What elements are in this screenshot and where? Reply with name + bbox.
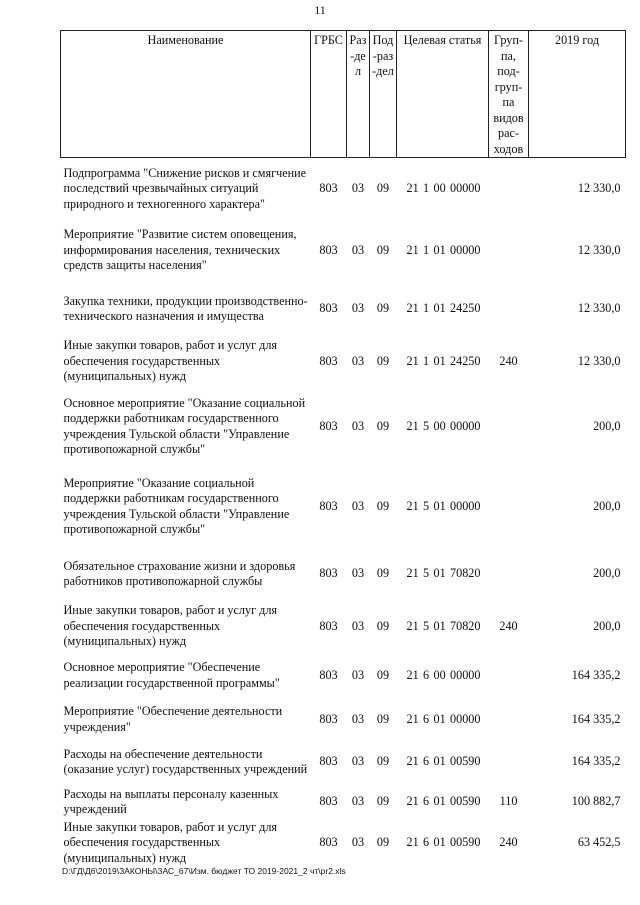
table-row (61, 740, 626, 785)
row-amount: 12 330,0 (577, 301, 621, 316)
row-amount: 200,0 (593, 618, 621, 633)
table-row (61, 700, 626, 740)
row-group: 240 (499, 353, 518, 368)
target-code (399, 754, 487, 770)
target-code-part: 01 (433, 711, 446, 726)
target-code-part: 21 (406, 667, 419, 682)
target-code-part: 6 (423, 667, 430, 682)
target-code (399, 419, 487, 435)
row-podrazdel: 09 (376, 754, 390, 769)
row-name: Расходы на обеспечение деятельности (оказание услуг) государственных учреждений (63, 746, 308, 776)
target-code-part: 00590 (450, 754, 481, 769)
target-code (399, 354, 487, 370)
row-target (397, 387, 489, 467)
target-code-part: 21 (406, 754, 419, 769)
row-razdel: 03 (351, 418, 365, 433)
target-code-part: 24250 (450, 301, 481, 316)
row-target (397, 820, 489, 867)
row-amount: 200,0 (593, 566, 621, 581)
table-body (61, 158, 626, 867)
row-razdel: 03 (351, 301, 365, 316)
row-podrazdel: 09 (376, 618, 390, 633)
row-grbs: 803 (319, 418, 338, 433)
target-code-part: 00000 (450, 418, 481, 433)
row-name: Иные закупки товаров, работ и услуг для обеспечения государственных (муниципальных) нужд (63, 603, 278, 649)
row-podrazdel: 09 (376, 667, 390, 682)
target-code-part: 1 (423, 301, 430, 316)
table-row (61, 602, 626, 652)
target-code (399, 835, 487, 851)
table-row (61, 467, 626, 547)
table-row (61, 282, 626, 337)
target-code-part: 1 (423, 242, 430, 257)
table-row (61, 220, 626, 282)
target-code-part: 1 (423, 181, 430, 195)
row-podrazdel: 09 (376, 835, 390, 849)
target-code-part: 00000 (450, 711, 481, 726)
target-code-part: 5 (423, 498, 430, 513)
target-code (399, 619, 487, 635)
target-code-part: 21 (406, 418, 419, 433)
row-razdel: 03 (351, 242, 365, 257)
target-code (399, 712, 487, 728)
row-target (397, 337, 489, 387)
target-code-part: 6 (423, 754, 430, 769)
row-name: Основное мероприятие "Оказание социальной поддержки работникам государственного учреждения Тульской области "Управление противопожарной службы" (63, 395, 306, 456)
row-grbs: 803 (319, 566, 338, 581)
row-amount: 200,0 (593, 498, 621, 513)
row-amount: 100 882,7 (571, 794, 621, 809)
header-target: Целевая статья (397, 31, 489, 158)
target-code-part: 1 (423, 353, 430, 368)
row-razdel: 03 (351, 353, 365, 368)
row-podrazdel: 09 (376, 794, 390, 809)
row-group (489, 467, 529, 547)
target-code (399, 668, 487, 684)
target-code-part: 21 (406, 711, 419, 726)
row-podrazdel: 09 (376, 498, 390, 513)
target-code-part: 70820 (450, 566, 481, 581)
row-group (489, 700, 529, 740)
target-code-part: 21 (406, 835, 419, 849)
row-grbs: 803 (319, 711, 338, 726)
row-razdel: 03 (351, 498, 365, 513)
row-razdel: 03 (351, 618, 365, 633)
target-code-part: 21 (406, 618, 419, 633)
row-group (489, 387, 529, 467)
table-row (61, 547, 626, 602)
row-target (397, 220, 489, 282)
row-amount: 164 335,2 (571, 711, 621, 726)
row-razdel: 03 (351, 181, 365, 195)
target-code-part: 00590 (450, 835, 481, 849)
row-group: 110 (499, 794, 518, 809)
target-code-part: 5 (423, 418, 430, 433)
row-group (489, 282, 529, 337)
row-grbs: 803 (319, 794, 338, 809)
row-razdel: 03 (351, 667, 365, 682)
target-code-part: 6 (423, 835, 430, 849)
row-amount: 63 452,5 (577, 835, 621, 849)
header-grbs: ГРБС (311, 31, 347, 158)
row-target (397, 740, 489, 785)
target-code (399, 566, 487, 582)
target-code-part: 21 (406, 498, 419, 513)
row-target (397, 467, 489, 547)
row-name: Закупка техники, продукции производственно-технического назначения и имущества (63, 293, 308, 323)
row-grbs: 803 (319, 353, 338, 368)
row-name: Расходы на выплаты персоналу казенных учреждений (63, 786, 279, 816)
table-row (61, 652, 626, 700)
row-podrazdel: 09 (376, 242, 390, 257)
table-row (61, 785, 626, 820)
target-code-part: 5 (423, 618, 430, 633)
target-code-part: 00590 (450, 794, 481, 809)
table-row (61, 820, 626, 867)
row-razdel: 03 (351, 711, 365, 726)
table-row (61, 387, 626, 467)
row-grbs: 803 (319, 835, 338, 849)
row-podrazdel: 09 (376, 566, 390, 581)
target-code-part: 00000 (450, 181, 481, 195)
row-razdel: 03 (351, 566, 365, 581)
row-name: Основное мероприятие "Обеспечение реализации государственной программы" (63, 660, 280, 690)
row-amount: 12 330,0 (577, 181, 621, 195)
row-name: Мероприятие "Обеспечение деятельности учреждения" (63, 704, 283, 734)
row-name: Мероприятие "Развитие систем оповещения, информирования населения, технических средств защиты населения" (63, 227, 297, 273)
target-code-part: 01 (433, 618, 446, 633)
row-podrazdel: 09 (376, 711, 390, 726)
row-name: Иные закупки товаров, работ и услуг для обеспечения государственных (муниципальных) нужд (63, 819, 278, 865)
row-grbs: 803 (319, 181, 338, 195)
row-group (489, 652, 529, 700)
row-podrazdel: 09 (376, 418, 390, 433)
target-code (399, 243, 487, 259)
row-name: Обязательное страхование жизни и здоровья работников противопожарной службы (63, 558, 296, 588)
page-number: 11 (314, 3, 326, 17)
target-code-part: 21 (406, 181, 419, 195)
row-group: 240 (499, 618, 518, 633)
table-header-row (61, 31, 626, 158)
target-code-part: 70820 (450, 618, 481, 633)
row-grbs: 803 (319, 754, 338, 769)
target-code-part: 00000 (450, 667, 481, 682)
row-group (489, 158, 529, 220)
row-grbs: 803 (319, 618, 338, 633)
target-code-part: 01 (433, 353, 446, 368)
target-code-part: 21 (406, 353, 419, 368)
row-target (397, 158, 489, 220)
target-code-part: 01 (433, 242, 446, 257)
row-amount: 12 330,0 (577, 242, 621, 257)
row-razdel: 03 (351, 794, 365, 809)
target-code-part: 01 (433, 754, 446, 769)
target-code-part: 21 (406, 301, 419, 316)
target-code-part: 00000 (450, 498, 481, 513)
budget-table (60, 30, 626, 866)
target-code-part: 01 (433, 498, 446, 513)
target-code-part: 00000 (450, 242, 481, 257)
target-code (399, 301, 487, 317)
row-podrazdel: 09 (376, 181, 390, 195)
target-code-part: 01 (433, 301, 446, 316)
row-target (397, 602, 489, 652)
row-podrazdel: 09 (376, 301, 390, 316)
table-row (61, 158, 626, 220)
target-code-part: 24250 (450, 353, 481, 368)
row-target (397, 282, 489, 337)
target-code-part: 00 (433, 181, 446, 195)
target-code-part: 21 (406, 566, 419, 581)
row-grbs: 803 (319, 498, 338, 513)
target-code (399, 499, 487, 515)
row-amount: 164 335,2 (571, 667, 621, 682)
row-group (489, 547, 529, 602)
row-amount: 164 335,2 (571, 754, 621, 769)
target-code-part: 00 (433, 418, 446, 433)
target-code-part: 21 (406, 794, 419, 809)
header-year: 2019 год (529, 31, 626, 158)
row-amount: 12 330,0 (577, 353, 621, 368)
row-target (397, 785, 489, 820)
target-code-part: 21 (406, 242, 419, 257)
target-code-part: 5 (423, 566, 430, 581)
row-podrazdel: 09 (376, 353, 390, 368)
row-grbs: 803 (319, 242, 338, 257)
target-code-part: 6 (423, 711, 430, 726)
target-code-part: 01 (433, 835, 446, 849)
target-code-part: 01 (433, 794, 446, 809)
row-group (489, 220, 529, 282)
row-amount: 200,0 (593, 418, 621, 433)
target-code-part: 01 (433, 566, 446, 581)
row-target (397, 547, 489, 602)
row-grbs: 803 (319, 667, 338, 682)
row-target (397, 700, 489, 740)
row-name: Подпрограмма "Снижение рисков и смягчение последствий чрезвычайных ситуаций природного и техногенного характера" (63, 165, 307, 211)
row-grbs: 803 (319, 301, 338, 316)
row-name: Мероприятие "Оказание социальной поддержки работникам государственного учреждения Тульской области "Управление противопожарной службы" (63, 475, 290, 536)
target-code-part: 00 (433, 667, 446, 682)
row-razdel: 03 (351, 754, 365, 769)
header-group: Груп-па, под-груп-па видов рас-ходов (489, 31, 529, 158)
row-group (489, 740, 529, 785)
header-name: Наименование (61, 31, 311, 158)
header-razdel: Раз-дел (347, 31, 370, 158)
target-code-part: 6 (423, 794, 430, 809)
file-path-footer: D:\ГД\Д6\2019\ЗАКОНЫ\ЗАС_67\Изм. бюджет ТО 2019-2021_2 чт\pr2.xls (62, 866, 346, 876)
row-razdel: 03 (351, 835, 365, 849)
row-name: Иные закупки товаров, работ и услуг для обеспечения государственных (муниципальных) нужд (63, 338, 278, 384)
table-row (61, 337, 626, 387)
target-code (399, 794, 487, 810)
row-group: 240 (499, 835, 518, 849)
row-target (397, 652, 489, 700)
header-podrazdel: Под-раз-дел (370, 31, 397, 158)
target-code (399, 181, 487, 197)
